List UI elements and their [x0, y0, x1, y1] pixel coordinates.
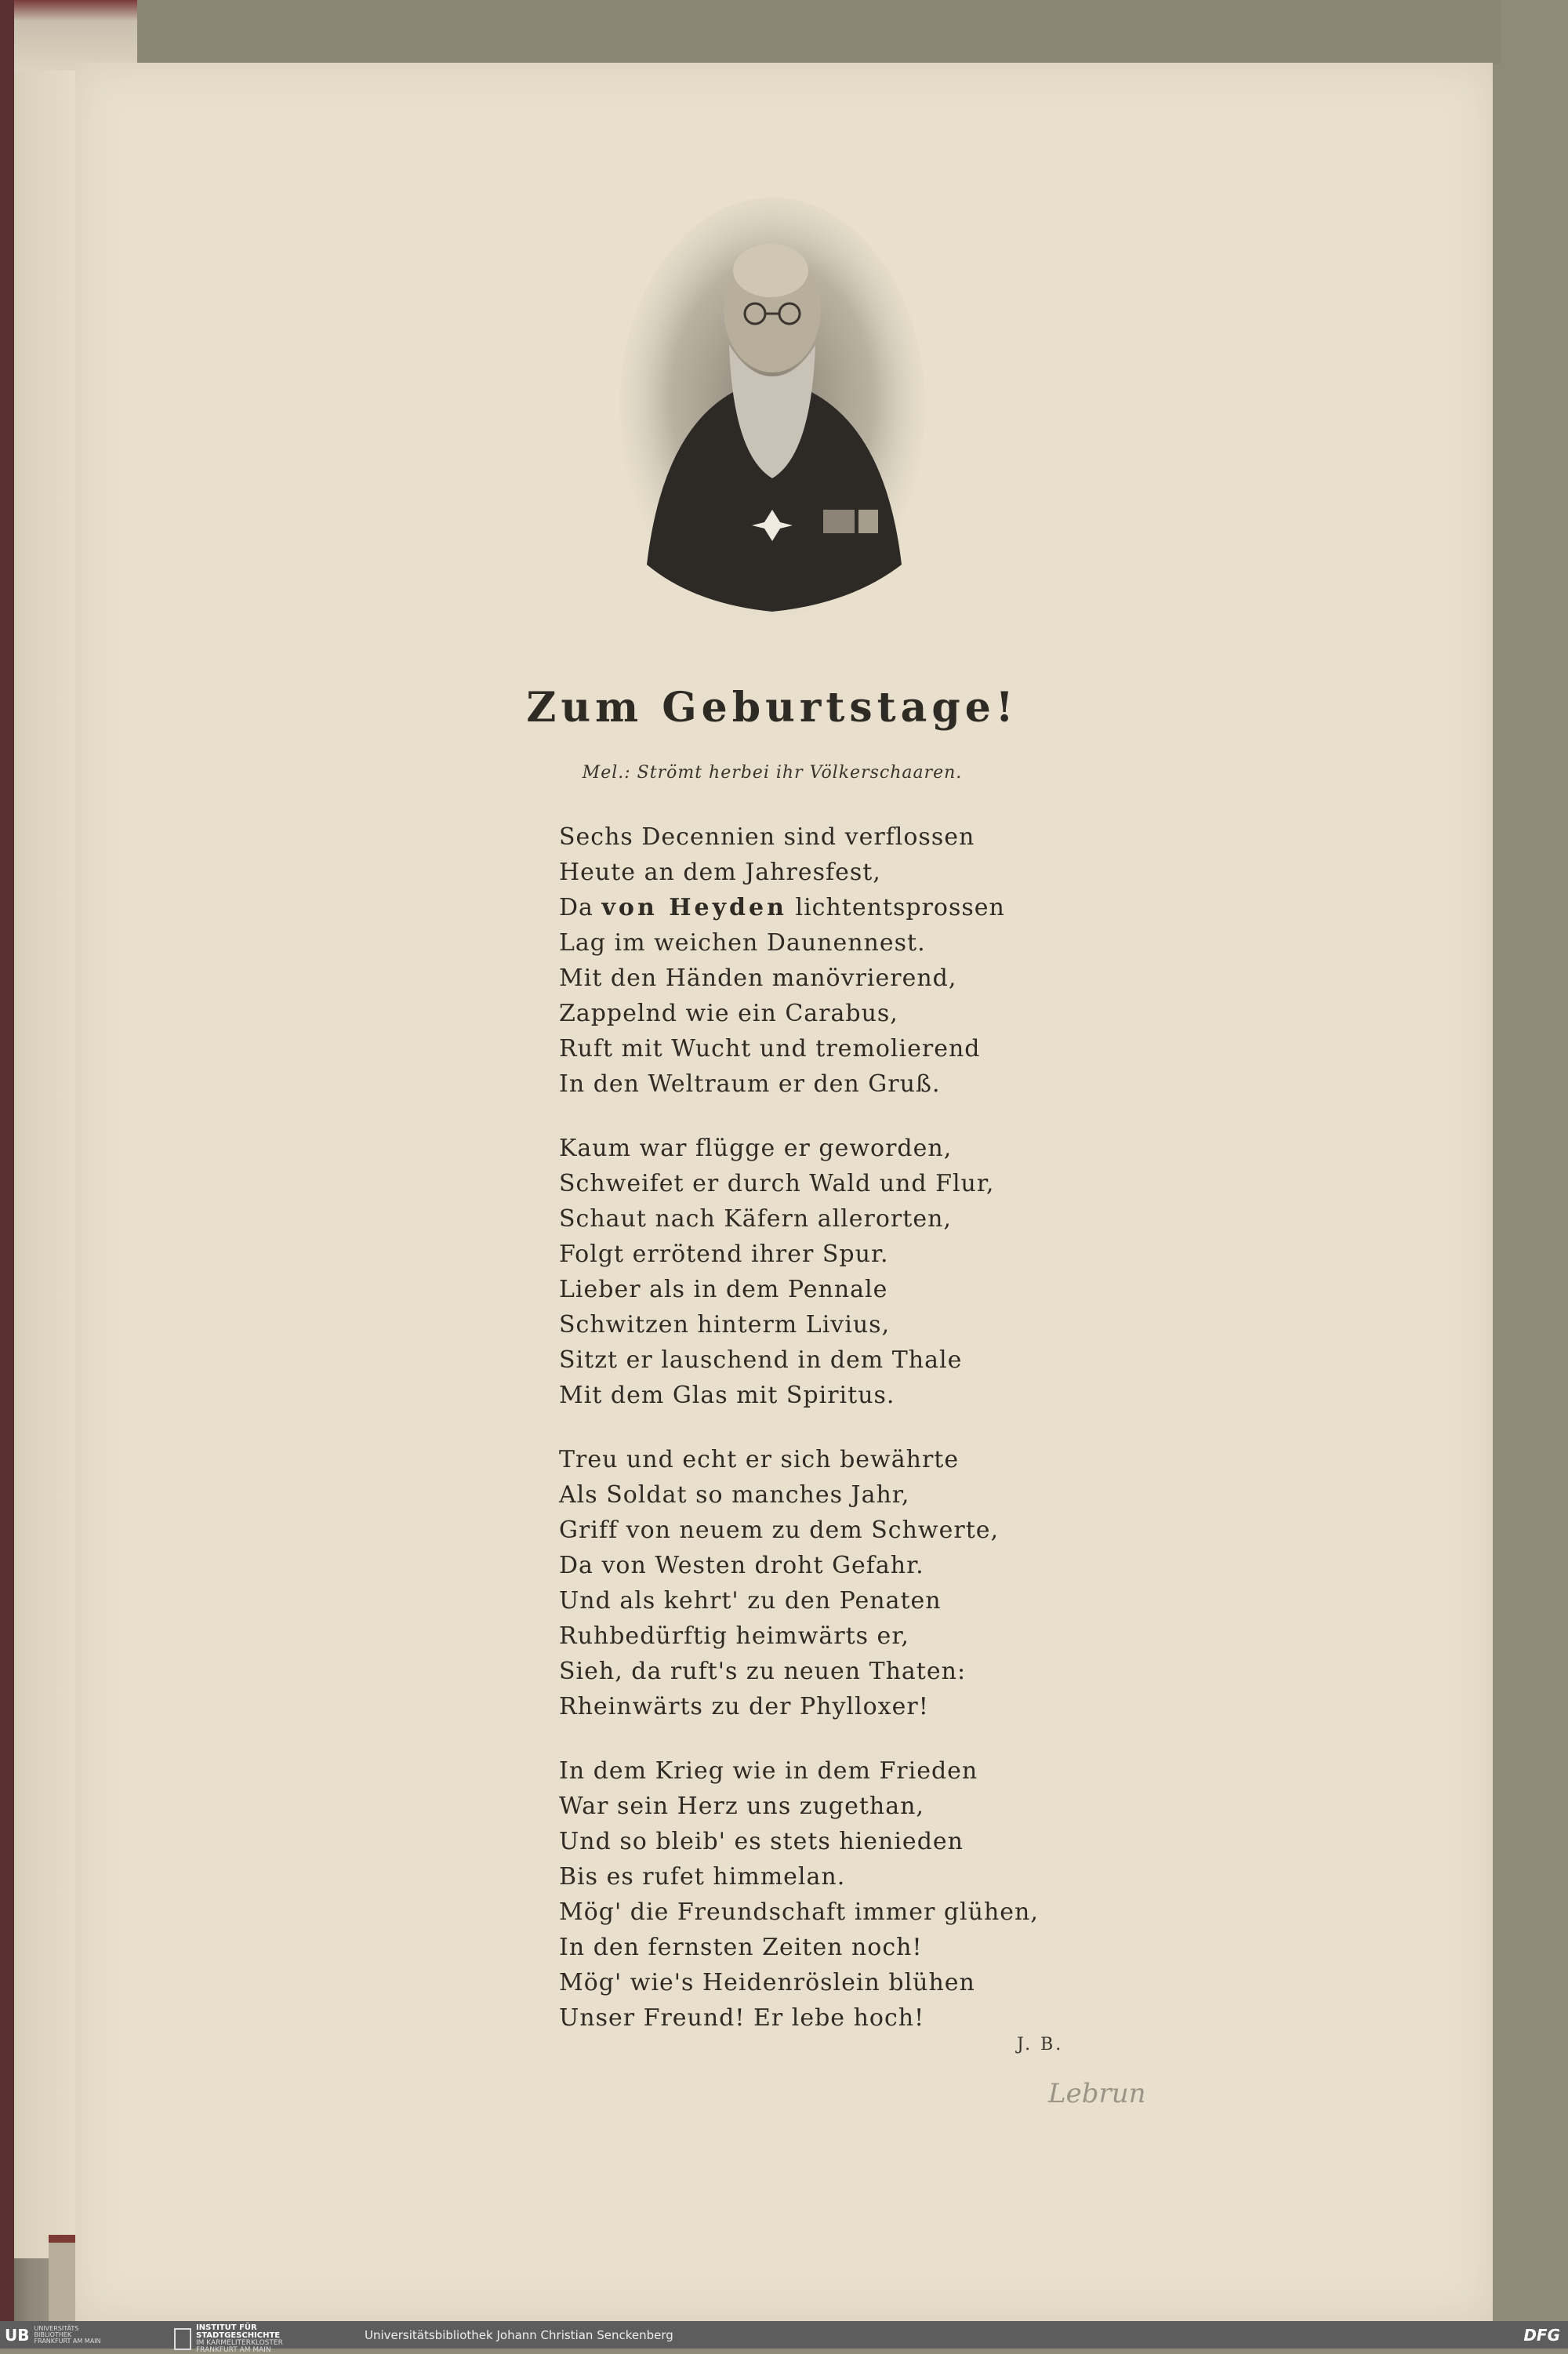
poem-line: In den fernsten Zeiten noch!: [559, 1934, 923, 1961]
ub-logo-text-2: BIBLIOTHEK: [34, 2330, 72, 2338]
institute-icon: [174, 2328, 191, 2350]
poem-line: Unser Freund! Er lebe hoch!: [559, 2004, 925, 2032]
poem-line: Kaum war flügge er geworden,: [559, 1135, 953, 1162]
ub-logo-mark: UB: [5, 2325, 30, 2345]
poem-line: Sitzt er lauschend in dem Thale: [559, 1346, 963, 1374]
viewer-footer: [0, 2321, 1568, 2354]
scan-background-strip: [137, 0, 1501, 64]
honoree-name: von Heyden: [601, 894, 787, 921]
author-initials: J. B.: [1017, 2035, 1064, 2054]
poem-line: Mög' wie's Heidenröslein blühen: [559, 1969, 975, 1996]
poem-line: Mög' die Freundschaft immer glühen,: [559, 1898, 1039, 1926]
poem-line: Und als kehrt' zu den Penaten: [559, 1587, 942, 1615]
poem-line: Heute an dem Jahresfest,: [559, 859, 881, 886]
melody-note: Mel.: Strömt herbei ihr Völkerschaaren.: [582, 763, 963, 783]
poem-line: Schaut nach Käfern allerorten,: [559, 1205, 952, 1233]
poem-line: Lieber als in dem Pennale: [559, 1276, 888, 1303]
poem-line: Griff von neuem zu dem Schwerte,: [559, 1517, 1000, 1544]
institute-logo[interactable]: [174, 2324, 283, 2354]
poem-line: In den Weltraum er den Gruß.: [559, 1070, 941, 1098]
inst-text-2: STADTGESCHICHTE: [196, 2331, 281, 2340]
poem-line: Lag im weichen Daunennest.: [559, 929, 926, 957]
poem-line: Treu und echt er sich bewährte: [559, 1446, 960, 1473]
poem-line: Schwitzen hinterm Livius,: [559, 1311, 891, 1339]
inst-text-3: IM KARMELITERKLOSTER: [196, 2339, 283, 2347]
ub-logo-text-3: FRANKFURT AM MAIN: [34, 2337, 101, 2345]
inst-text-1: INSTITUT FÜR: [196, 2323, 257, 2332]
poem-line: Als Soldat so manches Jahr,: [559, 1481, 910, 1509]
poem-title: Zum Geburtstage!: [526, 684, 1018, 732]
poem-line: Mit den Händen manövrierend,: [559, 964, 957, 992]
library-name[interactable]: Universitätsbibliothek Johann Christian Senckenberg: [365, 2328, 673, 2342]
poem-line: In dem Krieg wie in dem Frieden: [559, 1757, 978, 1785]
poem-line: Und so bleib' es stets hienieden: [559, 1828, 964, 1855]
poem-line: Zappelnd wie ein Carabus,: [559, 1000, 898, 1027]
poem-line: Folgt errötend ihrer Spur.: [559, 1241, 889, 1268]
stanza-2: [559, 1131, 1108, 1413]
poem-line: [559, 890, 1108, 925]
poem-line: Rheinwärts zu der Phylloxer!: [559, 1693, 929, 1720]
poem-line: Mit dem Glas mit Spiritus.: [559, 1382, 895, 1409]
stanza-4: [559, 1753, 1108, 2036]
book-binding: [0, 0, 14, 2321]
poem-line: Ruhbedürftig heimwärts er,: [559, 1622, 909, 1650]
binding-corner: [0, 0, 145, 71]
poem-line: Sieh, da ruft's zu neuen Thaten:: [559, 1658, 967, 1685]
dfg-logo[interactable]: DFG: [1523, 2326, 1560, 2345]
poem-line: Sechs Decennien sind verflossen: [559, 823, 975, 851]
poem-line: Bis es rufet himmelan.: [559, 1863, 846, 1891]
ub-logo[interactable]: [5, 2324, 101, 2345]
poem-line-prefix: Da: [559, 894, 593, 921]
pencil-annotation: Lebrun: [1048, 2078, 1146, 2109]
poem-line: Schweifet er durch Wald und Flur,: [559, 1170, 995, 1197]
poem-line-rest: lichtentsprossen: [795, 894, 1005, 921]
poem-line: Ruft mit Wucht und tremolierend: [559, 1035, 981, 1063]
stanza-3: [559, 1442, 1108, 1724]
previous-page-edge: [14, 47, 78, 2258]
institute-logo-text: [196, 2324, 283, 2354]
poem-line: Da von Westen droht Gefahr.: [559, 1552, 924, 1579]
ub-logo-text: [34, 2326, 100, 2345]
inst-text-4: FRANKFURT AM MAIN: [196, 2346, 271, 2354]
poem-line: War sein Herz uns zugethan,: [559, 1793, 924, 1820]
portrait-image: [615, 196, 929, 619]
poem-body: [559, 819, 1108, 2065]
ub-logo-text-1: UNIVERSITÄTS: [34, 2324, 79, 2332]
stanza-1: [559, 819, 1108, 1102]
